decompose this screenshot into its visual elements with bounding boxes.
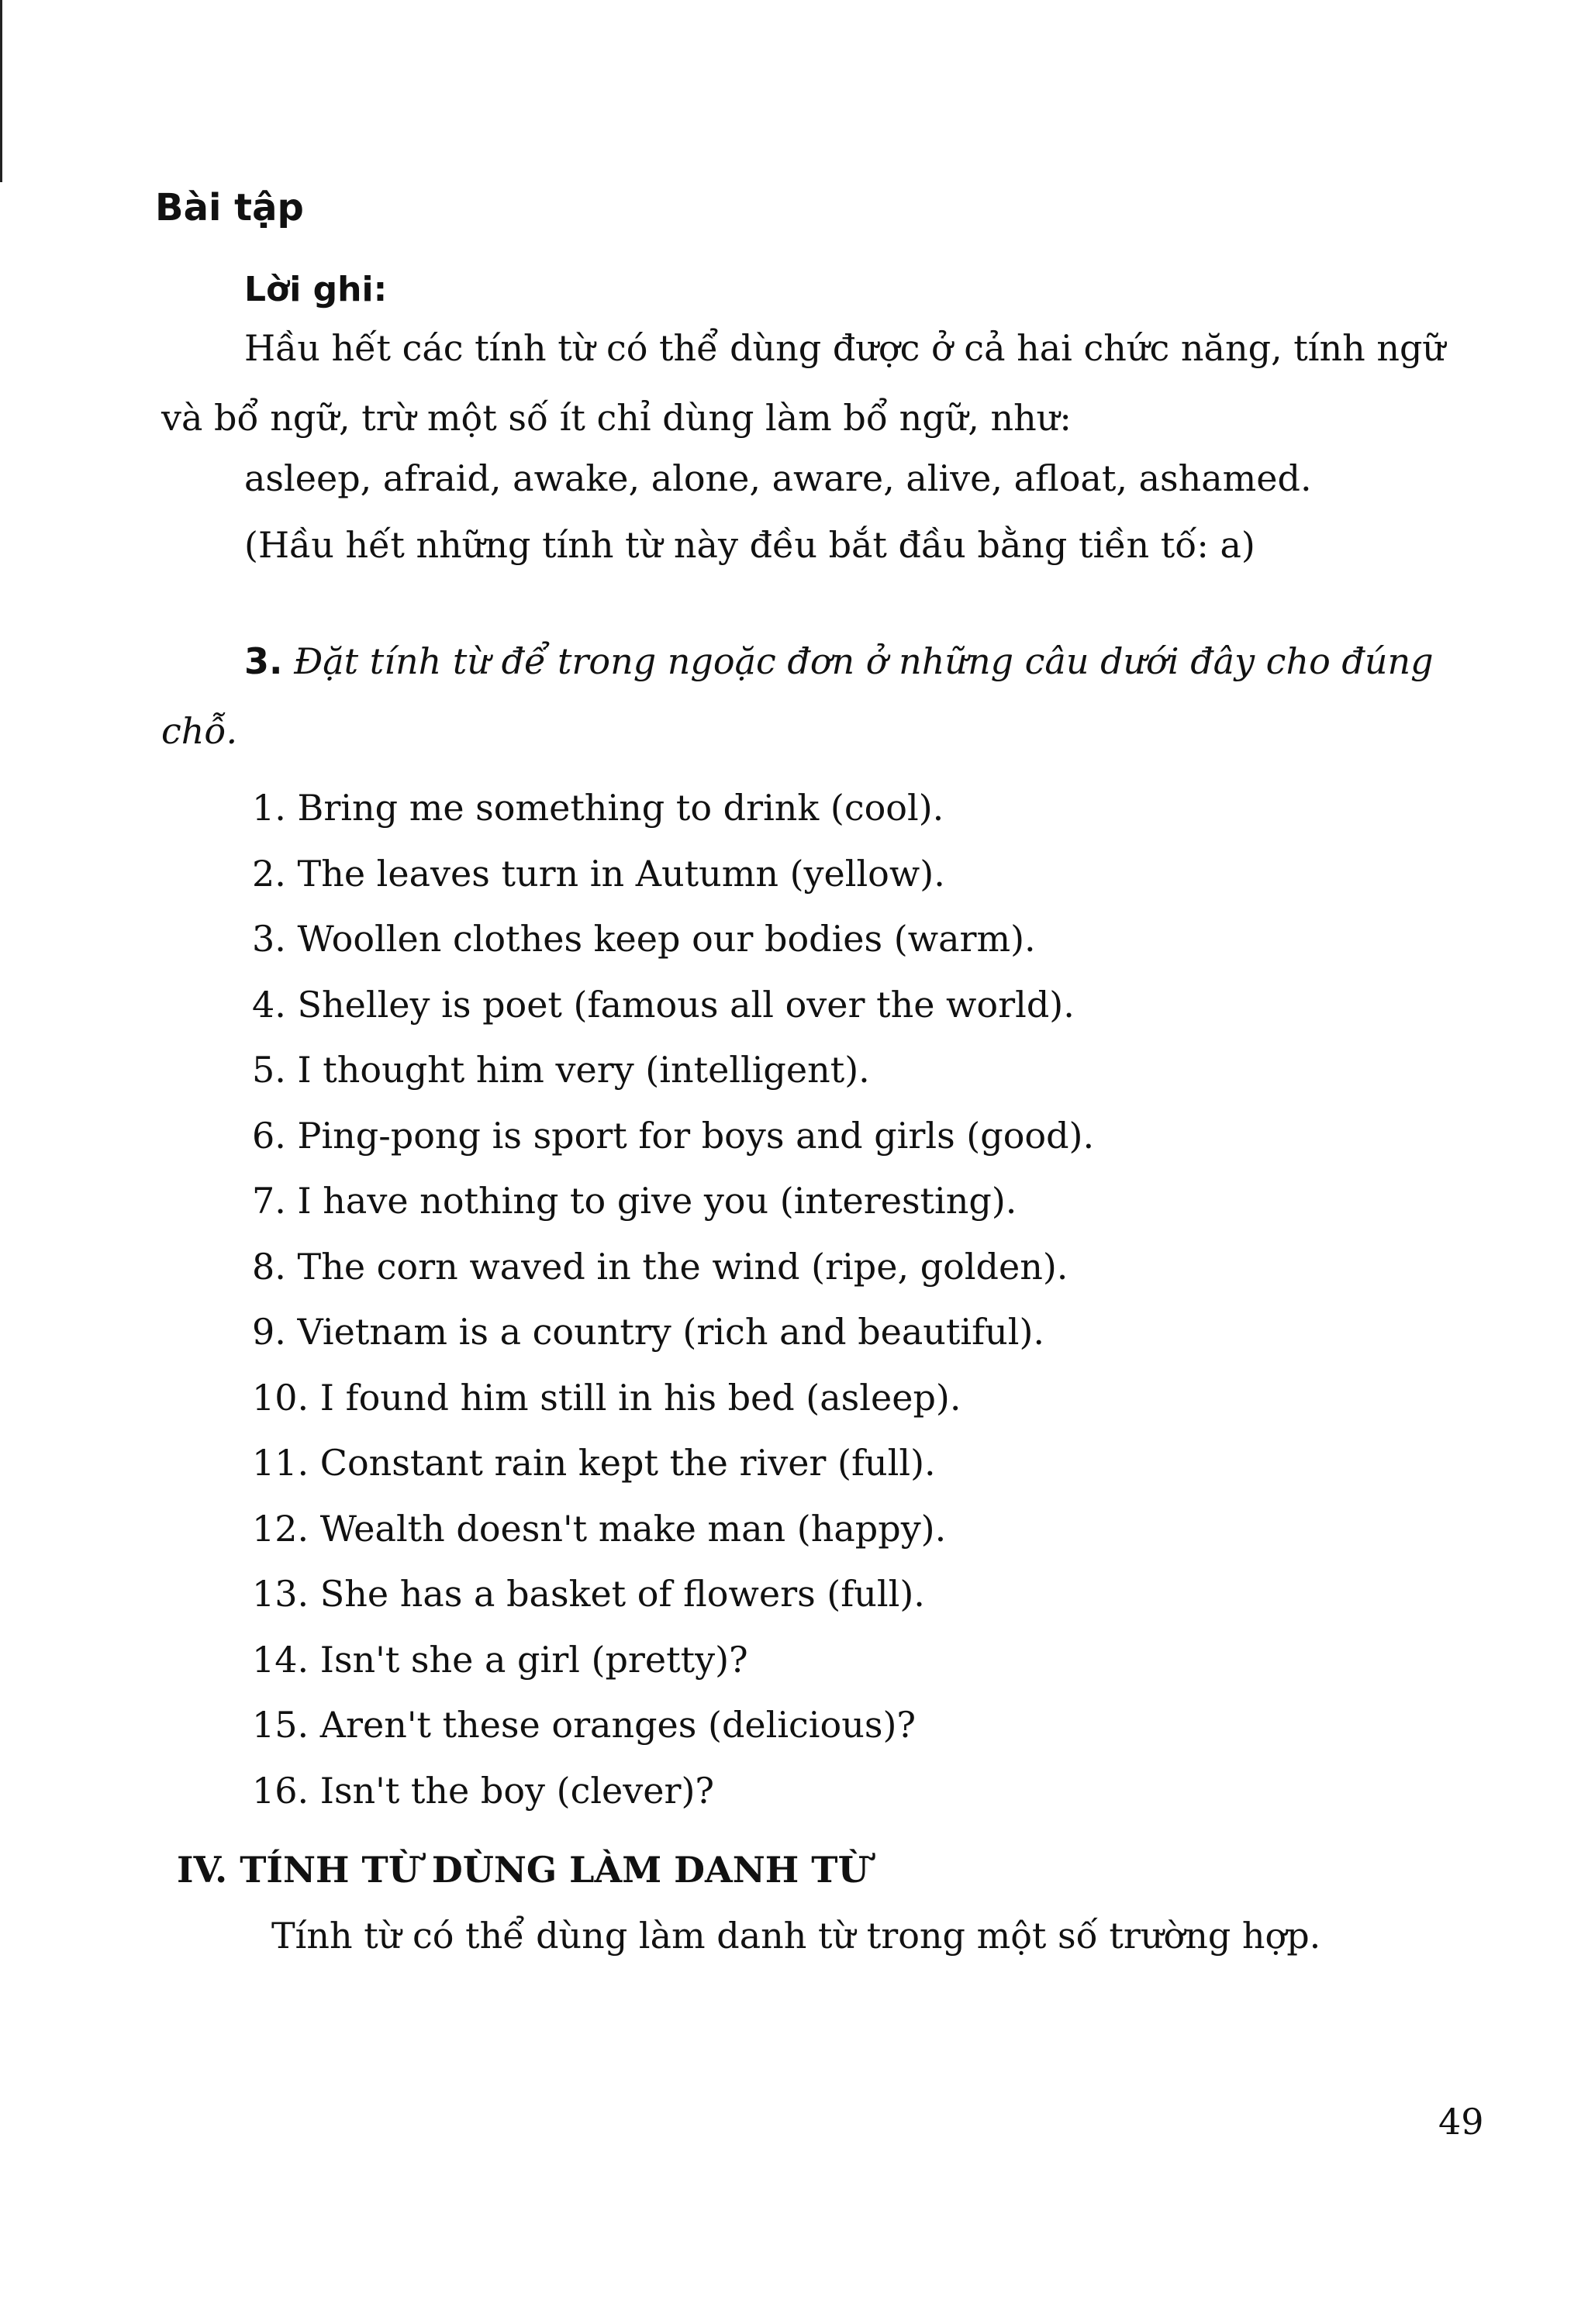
note-paragraph-text: Hầu hết các tính từ có thể dùng được ở cả hai chức năng, tính ngữ và bổ ngữ, trừ một số ít chỉ dùng làm bổ ngữ, như: (161, 327, 1446, 439)
exercise-item: 8. The corn waved in the wind (ripe, golden). (252, 1245, 1068, 1288)
exercise-item: 13. She has a basket of flowers (full). (252, 1573, 925, 1615)
exercise-number: 3. (244, 640, 283, 682)
chapter-heading: IV. TÍNH TỪ DÙNG LÀM DANH TỪ (177, 1849, 869, 1891)
exercise-heading (161, 626, 1479, 766)
exercise-instruction: Đặt tính từ để trong ngoặc đơn ở những câu dưới đây cho đúng chỗ. (161, 640, 1434, 752)
note-title: Lời ghi: (244, 270, 388, 309)
note-paragraph (161, 313, 1479, 453)
exercise-item: 12. Wealth doesn't make man (happy). (252, 1507, 947, 1550)
exercise-items (252, 775, 1094, 1823)
exercise-item: 4. Shelley is poet (famous all over the world). (252, 983, 1075, 1026)
exercise-item: 14. Isn't she a girl (pretty)? (252, 1638, 748, 1681)
exercise-item: 16. Isn't the boy (clever)? (252, 1769, 715, 1812)
note-remark: (Hầu hết những tính từ này đều bắt đầu bằng tiền tố: a) (244, 524, 1255, 566)
exercise-item: 7. I have nothing to give you (interesting). (252, 1180, 1017, 1222)
exercise-item: 9. Vietnam is a country (rich and beautiful). (252, 1311, 1045, 1353)
section-title: Bài tập (155, 186, 304, 229)
exercise-item: 2. The leaves turn in Autumn (yellow). (252, 852, 945, 895)
exercise-item: 11. Constant rain kept the river (full). (252, 1442, 936, 1484)
exercise-item: 5. I thought him very (intelligent). (252, 1049, 870, 1091)
exercise-item: 10. I found him still in his bed (asleep). (252, 1376, 961, 1419)
exercise-item: 15. Aren't these oranges (delicious)? (252, 1704, 917, 1746)
page-number: 49 (1438, 2101, 1484, 2143)
exercise-item: 3. Woollen clothes keep our bodies (warm). (252, 918, 1036, 960)
page-edge-mark (0, 0, 2, 182)
chapter-text: Tính từ có thể dùng làm danh từ trong một số trường hợp. (271, 1915, 1321, 1957)
exercise-item: 1. Bring me something to drink (cool). (252, 787, 944, 829)
exercise-item: 6. Ping-pong is sport for boys and girls (good). (252, 1114, 1095, 1157)
note-examples: asleep, afraid, awake, alone, aware, alive, afloat, ashamed. (244, 457, 1312, 499)
